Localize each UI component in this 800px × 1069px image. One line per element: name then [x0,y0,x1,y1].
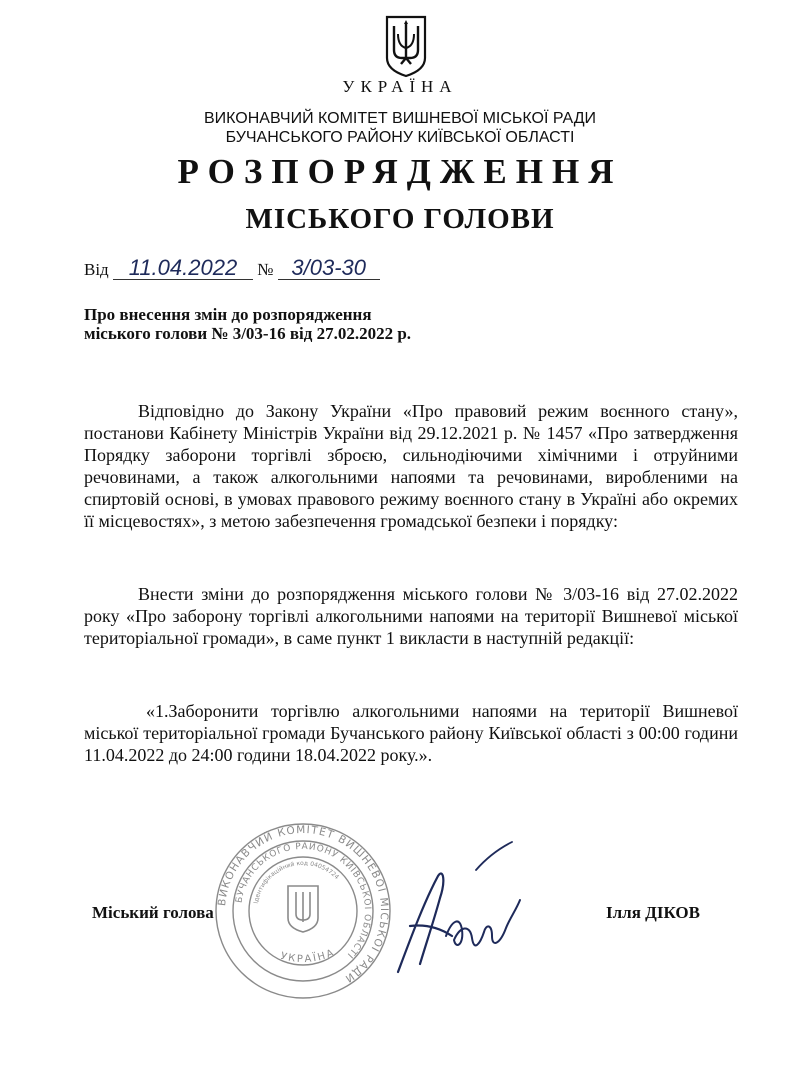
issuing-authority [0,109,800,147]
handwritten-date: 11.04.2022 [113,257,253,280]
preamble-paragraph: Відповідно до Закону України «Про правовий режим воєнного стану», постанови Кабінету Міністрів України від 29.12.2021 р. № 1457 «Про затвердження Порядку заборони торгівлі зброєю, сильнодіючими хімічними і отруйними речовинами, а також алкогольними напоями та речовинами, виробленими на спиртовій основі, в умовах правового режиму воєнного стану в Україні або окремих її місцевостях», з метою забезпечення громадської безпеки і порядку: [84,401,738,531]
committee-line-1: ВИКОНАВЧИЙ КОМІТЕТ ВИШНЕВОЇ МІСЬКОЇ РАДИ [203,110,597,127]
document-subtitle: МІСЬКОГО ГОЛОВИ [245,203,555,235]
date-prefix: Від [84,260,109,279]
svg-text:УКРАЇНА [279,947,337,965]
number-prefix: № [257,260,274,279]
seal-inner-text: БУЧАНСЬКОГО РАЙОНУ КИЇВСЬКОЇ ОБЛАСТІ [234,841,373,961]
signatory-name: Ілля ДІКОВ [606,903,700,922]
document-subject [84,305,411,343]
handwritten-number: 3/03-30 [278,257,380,280]
subject-line-2: міського голови № 3/03-16 від 27.02.2022 р. [84,324,412,343]
trident-coat-of-arms-icon [384,14,428,78]
seal-bottom-text: УКРАЇНА [279,947,338,966]
country-name: УКРАЇНА [342,77,458,96]
subject-line-1: Про внесення змін до розпорядження [84,305,372,324]
registration-line [84,257,380,280]
amended-clause-paragraph: «1.Заборонити торгівлю алкогольними напоями на території Вишневої міської територіальної громади Бучанського району Київської області з 00:00 години 11.04.2022 до 24:00 години 18.04.2022 року.». [84,701,738,765]
seal-code-text: Ідентифікаційний код 04054724 [252,859,341,905]
official-seal [214,822,392,1000]
signatory-position: Міський голова [92,903,214,922]
document-title: РОЗПОРЯДЖЕННЯ [177,152,623,191]
committee-line-2: БУЧАНСЬКОГО РАЙОНУ КИЇВСЬКОЇ ОБЛАСТІ [225,129,575,146]
seal-outer-text: ВИКОНАВЧИЙ КОМІТЕТ ВИШНЕВОЇ МІСЬКОЇ РАДИ [216,823,391,986]
decision-paragraph: Внести зміни до розпорядження міського голови № 3/03-16 від 27.02.2022 року «Про заборону торгівлі алкогольними напоями на території Вишневої міської територіальної громади», в саме пункт 1 викласти в наступній редакції: [84,584,738,648]
handwritten-signature [380,840,530,990]
seal-trident-icon [288,886,318,932]
